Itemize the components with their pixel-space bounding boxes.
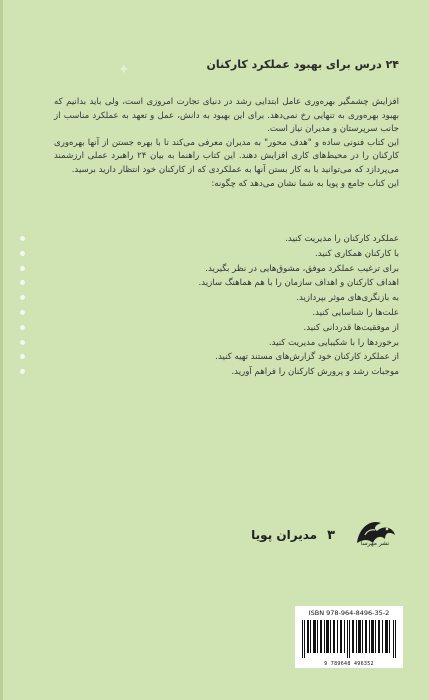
sparkle-icon: ✦ [118, 62, 130, 78]
list-item: اهداف کارکنان و اهداف سازمان را با هم هماهنگ سازید. [198, 278, 399, 289]
list-item: از عملکرد کارکنان خود گزارش‌های مستند تهیه کنید. [215, 352, 399, 363]
book-title: ۲۴ درس برای بهبود عملکرد کارکنان [206, 58, 399, 71]
bullet-dot-icon [20, 295, 25, 300]
blurb [54, 96, 399, 191]
series-name: مدیران پویا [251, 528, 318, 542]
bullet-dot-icon [20, 236, 25, 241]
bullet-dot-icon [20, 280, 25, 285]
bullet-dot-icon [20, 266, 25, 271]
bullet-dot-icon [20, 340, 25, 345]
list-item: موجبات رشد و پرورش کارکنان را فراهم آورید. [231, 367, 399, 378]
blurb-paragraph-1: افزایش چشمگیر بهره‌وری عامل ابتدایی رشد در دنیای تجارت امروزی است، ولی باید بدانیم که بهبود بهره‌وری به تنهایی رخ نمی‌دهد. برای این بهبود به دانش، عمل و تعهد به عملکرد مناسب از جانب سرپرستان و مدیران نیاز است. [54, 97, 399, 135]
bullet-dot-icon [20, 325, 25, 330]
barcode-icon [300, 620, 398, 658]
list-item: با کارکنان همکاری کنید. [315, 248, 399, 259]
series-number: ۳ [327, 527, 335, 543]
blurb-paragraph-3: این کتاب جامع و پویا به شما نشان می‌دهد که چگونه: [211, 178, 399, 189]
bullet-dot-icon [20, 369, 25, 374]
series-block [251, 513, 399, 557]
blurb-paragraph-2: این کتاب فنونی ساده و "هدف محور" به مدیران معرفی می‌کند تا با بهره جستن از آنها بهره‌وری کارکنان را در محیط‌های کاری افزایش دهند. این کتاب راهنما به بیان ۲۴ راهبرد عملی ارزشمند می‌پردازد که می‌توانید با به کار بستن آنها به عملکردی که از کارکنان خود انتظار دارید برسید. [54, 137, 399, 175]
list-item: برای ترغیب عملکرد موفق، مشوق‌هایی در نظر بگیرید. [205, 263, 399, 274]
list-item: از موفقیت‌ها قدردانی کنید. [303, 322, 399, 333]
publisher-caption: نشر مهرسا [360, 540, 390, 547]
bullet-dot-icon [20, 251, 25, 256]
list-item: برخوردها را با شکیبایی مدیریت کنید. [268, 337, 399, 348]
publisher-logo-icon [351, 513, 399, 557]
barcode-digits: 9 789648 496352 [324, 661, 374, 667]
bullet-dot-icon [20, 310, 25, 315]
benefit-list [54, 232, 399, 380]
isbn-barcode-box [295, 606, 403, 668]
bullet-dot-icon [20, 354, 25, 359]
bullet-dots [20, 236, 26, 384]
list-item: علت‌ها را شناسایی کنید. [312, 307, 399, 318]
list-item: به بازنگری‌های موثر بپردازید. [296, 293, 399, 304]
list-item: عملکرد کارکنان را مدیریت کنید. [285, 234, 399, 244]
isbn-label: ISBN 978-964-8496-35-2 [308, 609, 390, 617]
spine-edge [0, 0, 3, 700]
